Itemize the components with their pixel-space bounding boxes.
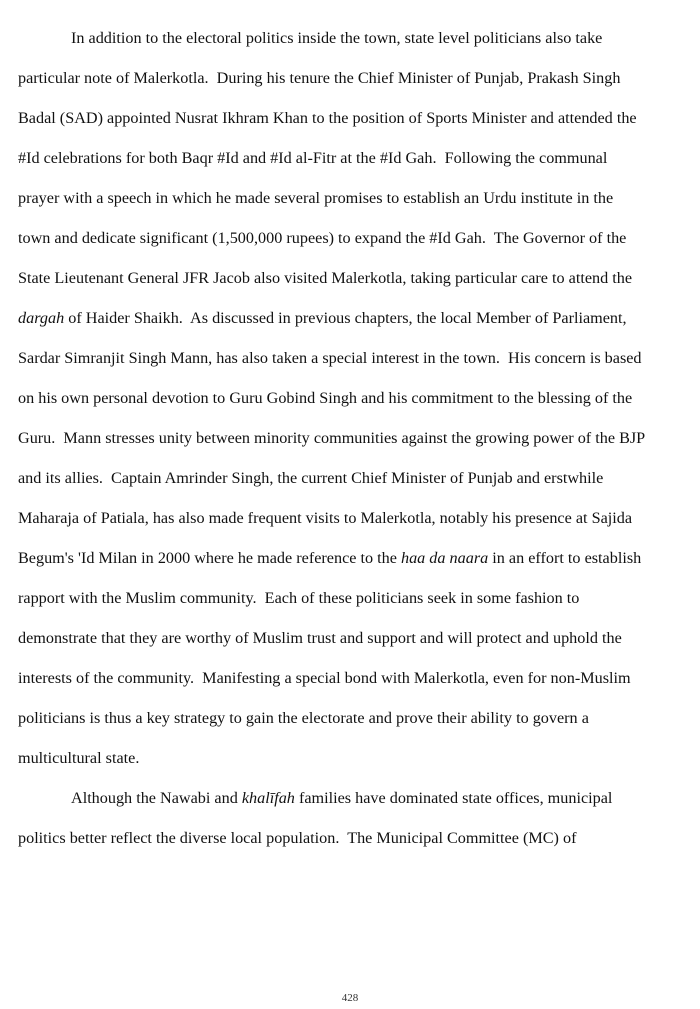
text-segment: Sardar Simranjit Singh Mann, has also taken a special interest in the town. His concern is based bbox=[18, 349, 642, 367]
text-segment: #Id celebrations for both Baqr #Id and #Id al-Fitr at the #Id Gah. Following the communal bbox=[18, 149, 608, 167]
text-segment: and its allies. Captain Amrinder Singh, the current Chief Minister of Punjab and erstwhile bbox=[18, 469, 604, 487]
text-segment: Badal (SAD) appointed Nusrat Ikhram Khan to the position of Sports Minister and attended the bbox=[18, 109, 637, 127]
text-segment: demonstrate that they are worthy of Muslim trust and support and will protect and uphold the bbox=[18, 629, 622, 647]
text-segment: Maharaja of Patiala, has also made frequent visits to Malerkotla, notably his presence at Sajida bbox=[18, 509, 633, 527]
text-line bbox=[18, 662, 682, 702]
body-text bbox=[18, 22, 682, 862]
text-segment: rapport with the Muslim community. Each of these politicians seek in some fashion to bbox=[18, 589, 580, 607]
text-segment: Although the Nawabi and bbox=[71, 789, 242, 807]
text-line bbox=[18, 582, 682, 622]
text-line bbox=[18, 22, 682, 62]
italic-text-segment: haa da naara bbox=[400, 549, 489, 567]
text-segment: on his own personal devotion to Guru Gobind Singh and his commitment to the blessing of the bbox=[18, 389, 633, 407]
text-segment: prayer with a speech in which he made several promises to establish an Urdu institute in the bbox=[18, 189, 614, 207]
text-line bbox=[18, 542, 682, 582]
text-line bbox=[18, 262, 682, 302]
text-line bbox=[18, 222, 682, 262]
text-line bbox=[18, 62, 682, 102]
text-line bbox=[18, 182, 682, 222]
text-segment: interests of the community. Manifesting a special bond with Malerkotla, even for non-Muslim bbox=[18, 669, 631, 687]
text-segment: town and dedicate significant (1,500,000 rupees) to expand the #Id Gah. The Governor of the bbox=[18, 229, 627, 247]
text-segment: politics better reflect the diverse local population. The Municipal Committee (MC) of bbox=[18, 829, 577, 847]
text-line bbox=[18, 422, 682, 462]
text-segment: multicultural state. bbox=[18, 749, 140, 767]
text-line bbox=[18, 742, 682, 782]
text-segment: Guru. Mann stresses unity between minority communities against the growing power of the BJP bbox=[18, 429, 646, 447]
text-line bbox=[18, 782, 682, 822]
text-line bbox=[18, 502, 682, 542]
text-segment: families have dominated state offices, municipal bbox=[294, 789, 613, 807]
italic-text-segment: dargah bbox=[18, 309, 65, 327]
text-segment: Begum's 'Id Milan in 2000 where he made reference to the bbox=[18, 549, 401, 567]
text-segment: State Lieutenant General JFR Jacob also visited Malerkotla, taking particular care to attend the bbox=[18, 269, 633, 287]
text-line bbox=[18, 142, 682, 182]
text-segment: politicians is thus a key strategy to gain the electorate and prove their ability to govern a bbox=[18, 709, 589, 727]
text-line bbox=[18, 822, 682, 862]
text-segment: of Haider Shaikh. As discussed in previous chapters, the local Member of Parliament, bbox=[64, 309, 627, 327]
text-segment: In addition to the electoral politics inside the town, state level politicians also take bbox=[71, 29, 603, 47]
text-line bbox=[18, 462, 682, 502]
text-line bbox=[18, 622, 682, 662]
text-line bbox=[18, 382, 682, 422]
text-line bbox=[18, 302, 682, 342]
text-line bbox=[18, 102, 682, 142]
italic-text-segment: khalīfah bbox=[241, 789, 295, 807]
text-segment: in an effort to establish bbox=[488, 549, 642, 567]
text-line bbox=[18, 342, 682, 382]
text-segment: particular note of Malerkotla. During his tenure the Chief Minister of Punjab, Prakash Singh bbox=[18, 69, 621, 87]
text-line bbox=[18, 702, 682, 742]
page-number: 428 bbox=[341, 992, 359, 1004]
